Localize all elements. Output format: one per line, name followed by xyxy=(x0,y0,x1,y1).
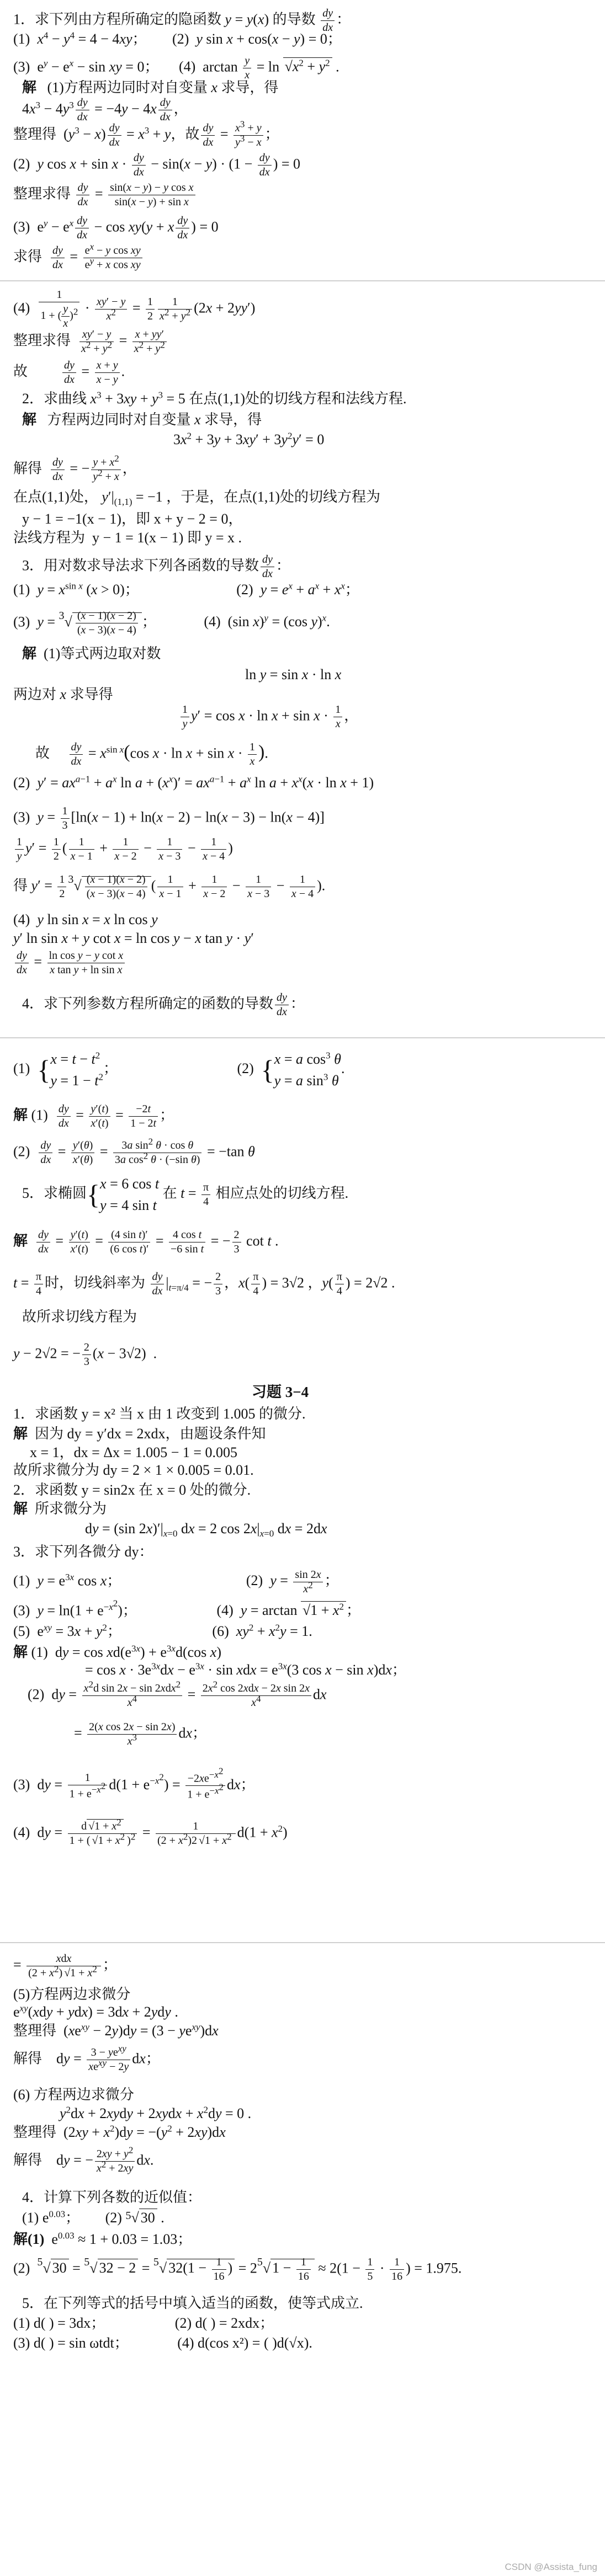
solution-b3-eq-1: 解 (1) dy = $\cos xd(e^{3x}) + e^{3x}d(\cos$ x) xyxy=(13,1643,221,1660)
problem-3-statement: 3．用对数求导法求下列各函数的导数 $\frac{dy}{dx}$ ： xyxy=(22,553,290,580)
solution-3-deriv: 两边对 x 求导得 xyxy=(13,686,113,702)
problem-3b-items-b: (3) $y = \ln(1 + e^{-x^2})$； (4) $y = \arctan √1 + x^2$ ； xyxy=(13,1598,360,1619)
solution-b3-eq-6: (4) dy = $\frac{d √1 + x^2}{1 + ( √1 + x^2 )^2}$ = $\frac{1}{(2 + x^2)2 √1 + x^2}$ $d(1 + x^2)$ xyxy=(13,1817,288,1847)
solution-5-eq-2: t = $\frac{\pi}{4}$ 时，切线斜率为 $\frac{dy}{dx}$ $|_{t=\pi/4}$ = − $\frac{2}{3}$ ，x( $\frac{\pi}{4}$ ) = 3√2 ，y( $\frac{\pi}{4}$ ) = 2√2 . xyxy=(13,1271,395,1297)
problem-2-statement: 2．求曲线 $x^3 + 3xy + y^3 = 5$ 在点(1,1)处的切线方程和法线方程. xyxy=(22,390,407,407)
problem-3b-items-c: (5) $e^{xy} = 3x + y^2$； (6) $xy^2 + x^2y = 1$. xyxy=(13,1622,312,1639)
solution-5-conclusion: 故所求切线方程为 xyxy=(22,1309,137,1325)
divider xyxy=(0,280,605,281)
solution-b3-eq-5: (3) dy = $\frac{1}{1 + e^{-x^2}}$ $d(1 + e^{-x^2})$ = $\frac{-2xe^{-x^2}}{1 + e^{-x^2}}$ dx； xyxy=(13,1766,255,1801)
solution-b3-5-eq-3: 解得 dy = $3 - ye^{xy}$ $xe^{xy} - 2y$ dx； xyxy=(13,2043,160,2073)
solution-block-3b xyxy=(13,1334,592,1378)
solution-b2-a: 解 所求微分为 xyxy=(13,1501,107,1517)
solution-b3-eq-7: = xdx $(2 + x^2)$ $√1 + x^2$ ； xyxy=(13,1953,117,1979)
solution-3-eq-9: y′ ln sin x + y cot x = ln cos y − x tan y · y′ xyxy=(13,930,254,946)
solution-block-5 xyxy=(13,1948,592,2571)
solution-3-eq-5: (3) y = $\frac{1}{3}$ [ln(x − 1) + ln(x − 2) − ln(x − 3) − ln(x − 4)] xyxy=(13,805,325,831)
solution-b3-5-eq-1: $e^{xy}(xdy + ydx) = 3dx + 2ydy$ . xyxy=(13,2003,178,2020)
solution-b4-eq-2: (2) $^5$√ 30 = $^5$√ 32 − 2 = $^5$√ 32(1 − $\frac{1}{16}$ ) = $2^5√$ 1 − $\frac{1}{16}$ ≈ 2(1 − $\frac{1}{5}$ · $\frac{1}{16}$ ) = 1.975. xyxy=(13,2256,462,2282)
solution-b3-5-eq-2: 整理得 $(xe^{xy} - 2y)dy = (3 - ye^{xy})dx$ xyxy=(13,2022,219,2039)
solution-1-eq-6: 求得 $\frac{dy}{dx}$ = $\frac{e^x - y \cos xy}{e^y + x \cos xy}$ xyxy=(13,245,144,271)
solution-block-2 xyxy=(13,285,592,927)
solution-3-eq-1: ln y = sin x · ln x xyxy=(245,666,342,682)
problem-5b-items-b: (3) d( ) = sin ωtdt； (4) d(cos x²) = ( )d(√x). xyxy=(13,2335,312,2351)
solution-4-eq-1: 解 (1) $\frac{dy}{dx}$ = $\frac{y'(t)}{x'(t)}$ = $\frac{-2t}{1 - 2t}$ ； xyxy=(13,1103,174,1129)
solution-1-eq-5: (3) $e^y - e^x$ $\frac{dy}{dx}$ − cos xy(y + x $\frac{dy}{dx}$ ) = 0 xyxy=(13,215,219,241)
solution-3-eq-10: $\frac{dy}{dx}$ = $\frac{\text{ln cos y − y cot x}}{\text{x tan y + ln sin x}}$ xyxy=(13,950,126,976)
solution-b2-b: dy = (sin $2x)'|_{x=0}$ dx = 2 $\cos 2x|_{x=0}$ dx = 2dx xyxy=(85,1521,327,1539)
solution-5-eq-3: y − 2√2 = − $\frac{2}{3}$ (x − 3√2) . xyxy=(13,1341,157,1368)
problem-5-statement: 5．求椭圆{x = 6 cos t y = 4 sin t 在 t = $\frac{\pi}{4}$ 相应点处的切线方程. xyxy=(22,1176,349,1213)
solution-2-eq-1: $3x^2 + 3y + 3xy' + 3y^2y' = 0$ xyxy=(173,430,325,447)
problem-3b-items-a: (1) $y = e^{3x}$ cos x； (2) y = $\frac{\sin 2x}{x^2}$ ； xyxy=(13,1569,339,1595)
solution-4-eq-2: (2) $\frac{dy}{dx}$ = $\frac{y'(\theta)}{x'(\theta)}$ = $\frac{3a \sin^2 \theta \cdot \cos \theta}{3a \cos^2 \theta \cdot (-\sin \theta)}$ = −tan θ xyxy=(13,1136,255,1166)
solution-b3-eq-3: (2) dy = $x^2d$ sin 2x − sin 2xdx$^2$ $x^4$ = $2x^2$ cos 2xdx − 2x sin 2x $x^4$ dx xyxy=(28,1679,327,1709)
section-title: 习题 3−4 xyxy=(252,1384,309,1400)
problem-1-statement-b: 1．求函数 y = x² 当 x 由 1 改变到 1.005 的微分. xyxy=(13,1406,306,1422)
problem-3-statement-b: 3．求下列各微分 dy： xyxy=(13,1544,153,1560)
solution-1-intro: 解 (1)方程两边同时对自变量 x 求导，得 xyxy=(22,79,279,95)
problem-4-statement: 4．求下列参数方程所确定的函数的导数 $\frac{dy}{dx}$ ： xyxy=(22,991,305,1018)
problem-2-statement-b: 2．求函数 y = sin2x 在 x = 0 处的微分. xyxy=(13,1482,251,1498)
solution-1-eq-3: (2) y cos x + sin x · $\frac{dy}{dx}$ − sin(x − y) · (1 − $\frac{dy}{dx}$ ) = 0 xyxy=(13,152,301,178)
solution-b3-eq-4: = $\frac{\text{2(x cos 2x − sin 2x)}}{x^3}$ dx； xyxy=(74,1721,207,1747)
solution-5-eq-1: 解 $\frac{dy}{dx}$ = $\frac{y'(t)}{x'(t)}$ = $\frac{\text{(4 sin t)′}}{\text{(6 cos t)′}}$ = $\frac{\text{4 cos t}}{\text{−6 sin t}}$ = − $\frac{2}{3}$ cot t . xyxy=(13,1229,279,1255)
problem-1-items-a: (1) $x^4 - y^4 = 4 - 4xy$； (2) y sin x + cos(x − y) = 0； xyxy=(13,30,342,47)
solution-block-4 xyxy=(13,1385,592,1939)
problem-5-statement-b: 5．在下列等式的括号中填入适当的函数，使等式成立. xyxy=(22,2295,363,2311)
solution-3-eq-3: 故 $\frac{dy}{dx}$ = $x^{sin x}(\cos$ x · ln x + sin x · $\frac{1}{x}$ ). xyxy=(35,741,268,767)
solution-b1-c: 故所求微分为 dy = 2 × 1 × 0.005 = 0.01. xyxy=(13,1462,254,1478)
solution-2-eq-2: 解得 $\frac{dy}{dx}$ = − $\frac{y + x^2}{y^2 + x}$ ， xyxy=(13,453,137,483)
solution-b3-6-eq-1: $y^2dx$ + 2xydy + 2xydx + $x^2dy = 0$ . xyxy=(60,2104,252,2121)
divider xyxy=(0,1037,605,1038)
solution-b3-6-intro: (6) 方程两边求微分 xyxy=(13,2087,134,2103)
solution-block-2b xyxy=(13,913,592,1036)
solution-2-normal: 法线方程为 y − 1 = 1(x − 1) 即 y = x . xyxy=(13,530,242,546)
solution-block-3 xyxy=(13,1043,592,1330)
solution-2-point: 在点(1,1)处， $y'|_{(1,1)} = -1$ ，于是，在点(1,1)处的切线方程为 xyxy=(13,489,381,508)
solution-1-eq-4: 整理求得 $\frac{dy}{dx}$ = $\frac{\text{sin(x − y) − y cos x}}{\text{sin(x − y) + sin x}}$ xyxy=(13,182,197,208)
problem-1-items-b: (3) $e^y - e^x - \sin$ xy = 0； (4) arctan $\frac{y}{x}$ = $\ln √x^2 + y^2$ . xyxy=(13,55,339,81)
solution-3-eq-4: (2) $y' = ax^{a-1} + a^x$ $\ln a + (x^x)' = ax^{a-1} + a^x$ $\ln a + x^x(x \cdot \ln x + 1)$ xyxy=(13,774,374,791)
solution-3-eq-8: (4) y ln sin x = x ln cos y xyxy=(13,911,158,927)
problem-5b-items-a: (1) d( ) = 3dx； (2) d( ) = 2xdx； xyxy=(13,2315,274,2331)
solution-b3-6-eq-2: 整理得 $(2xy + x^2)dy = -(y^2 + 2xy)dx$ xyxy=(13,2123,226,2140)
solution-1-eq-1: $4x^3 - 4y^3$ $\frac{dy}{dx}$ = −4y − 4x $\frac{dy}{dx}$ ， xyxy=(22,97,188,123)
solution-b1-a: 解 因为 dy = y′dx = 2xdx，由题设条件知 xyxy=(13,1426,266,1442)
solution-2-tangent: y − 1 = −1(x − 1)，即 x + y − 2 = 0， xyxy=(22,511,243,527)
problem-4-items: (1) {$x = t - t^2$ $y = 1 - t^2$； (2) {x = a $\cos^3 \theta$ y = a $\sin^3 \theta$. xyxy=(13,1050,345,1089)
solution-3-eq-2: $\frac{1}{y}$ y′ = cos x · ln x + sin x · $\frac{1}{x}$ ， xyxy=(179,704,358,730)
problem-1-statement: 1．求下列由方程所确定的隐函数 y = y(x) 的导数 $\frac{dy}{dx}$ ： xyxy=(13,7,351,34)
solution-b3-6-eq-3: 解得 dy = − $\frac{2xy + y^2}{x^2 + 2xy}$ dx. xyxy=(13,2145,154,2174)
solution-b4-eq-1: 解(1) $e^{0.03} \approx 1 + 0.03 = 1.03$； xyxy=(13,2230,192,2247)
solution-2-intro: 解 方程两边同时对自变量 x 求导，得 xyxy=(22,412,262,428)
solution-3-eq-6: $\frac{1}{y}$ y′ = $\frac{1}{2}$ ( $\frac{1}{x - 1}$ + $\frac{1}{x - 2}$ − $\frac{1}{x - 3}$ − $\frac{1}{x - 4}$ ) xyxy=(13,836,233,862)
problem-3-items-a: (1) $y = x^{sin x}$ (x > 0)； (2) $y = e^x + a^x + x^x$； xyxy=(13,580,359,598)
solution-1-eq-8: 整理求得 $\frac{xy' - y}{x^2 + y^2}$ = $\frac{x + yy'}{x^2 + y^2}$ xyxy=(13,329,168,355)
problem-3-items-b: (3) y = $^3$√ $\frac{(x - 1)(x - 2)}{(x - 3)(x - 4)}$ ； (4) (sin x)$^y$ = (cos y)$^x$. xyxy=(13,610,330,636)
watermark: CSDN @Assista_fung xyxy=(505,2562,597,2572)
problem-4b-items: (1) $e^{0.03}$； (2) $^5$√ 30 . xyxy=(22,2209,164,2226)
solution-block-1 xyxy=(13,0,592,276)
solution-3-intro: 解 (1)等式两边取对数 xyxy=(22,646,161,662)
solution-b3-eq-2: = $\cos x \cdot 3e^{3x}dx - e^{3x} \cdot \sin$ xdx = $e^{3x}(3$ cos x − sin x)dx； xyxy=(85,1661,406,1678)
solution-1-eq-2: 整理得 $(y^3 - x)$ $\frac{dy}{dx}$ = $x^3 + y$，故 $\frac{dy}{dx}$ = $\frac{x^3 + y}{y^3 - x}$ ； xyxy=(13,119,279,148)
solution-b1-b: x = 1，dx = Δx = 1.005 − 1 = 0.005 xyxy=(30,1444,238,1460)
solution-b3-5-intro: (5)方程两边求微分 xyxy=(13,1986,131,2002)
divider xyxy=(0,1942,605,1943)
solution-1-eq-9: 故 $\frac{dy}{dx}$ = $\frac{x + y}{x - y}$ . xyxy=(13,359,125,386)
solution-1-eq-7: (4) 1 1 + ( $\frac{y}{x}$ )$^2$ · $\frac{xy' - y}{x^2}$ = $\frac{1}{2}$ $\frac{1}{x^2 + y^2}$ (2x + 2yy′) xyxy=(13,289,256,329)
solution-3-eq-7: 得 y′ = $\frac{1}{2}$ $^3$√ $\frac{(x - 1)(x - 2)}{(x - 3)(x - 4)}$ ( $\frac{1}{x - 1}$ + $\frac{1}{x - 2}$ − $\frac{1}{x - 3}$ − $\frac{1}{x - 4}$ ). xyxy=(13,873,326,900)
problem-4-statement-b: 4．计算下列各数的近似值： xyxy=(22,2189,202,2205)
